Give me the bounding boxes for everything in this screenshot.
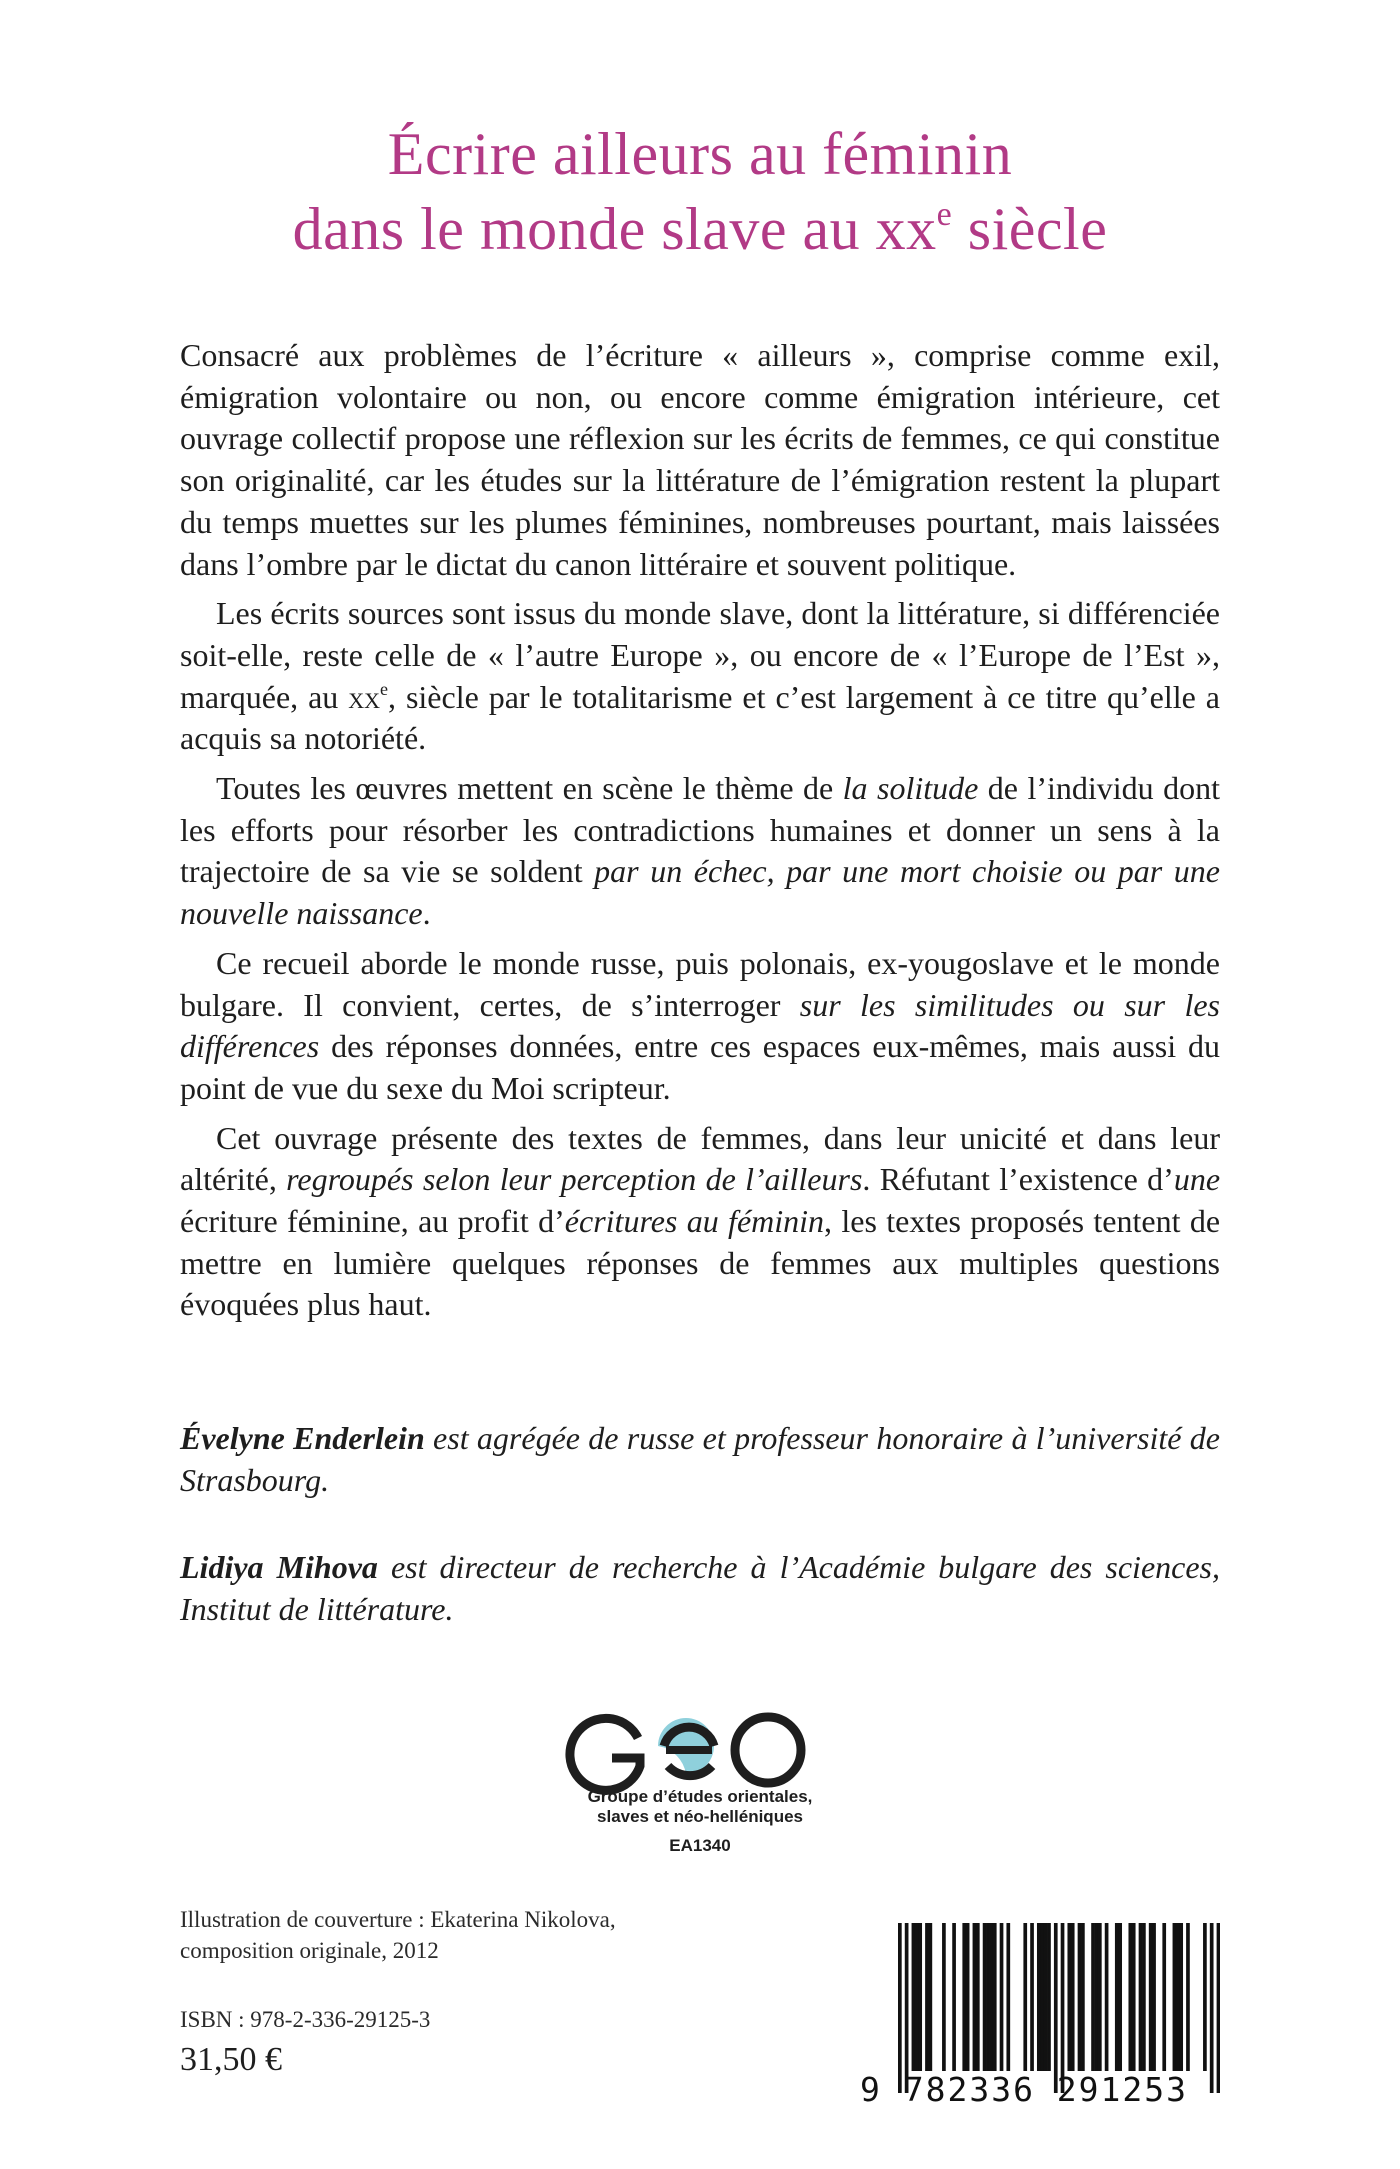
barcode-bar [990, 1923, 994, 2071]
barcode-bar [1095, 1923, 1099, 2071]
paragraph-2-text-a: Les écrits sources sont issus du monde slave, dont la littérature, si différenciée soit-elle, reste celle de « l’autre Europe », ou encore de « l’Europe de l’Est », marquée, au [180, 595, 1220, 715]
barcode-bar [966, 1923, 970, 2071]
title-line-2-main: dans le monde slave au xx [292, 196, 937, 262]
paragraph-3-italic-2: par un échec, par une mort choisie ou par une nouvelle naissance [180, 853, 1221, 932]
barcode-bar [993, 1923, 997, 2071]
paragraph-5-text-a: Cet ouvrage présente des textes de femmes, dans leur unicité et dans leur altérité, [180, 1119, 1220, 1198]
author-bio-text-2: est directeur de recherche à l’Académie bulgare des sciences, Institut de littérature. [180, 1549, 1221, 1627]
barcode-bar [1132, 1923, 1136, 2071]
author-bio-2 [180, 1547, 1220, 1630]
author-name-1: Évelyne Enderlein [180, 1420, 425, 1456]
barcode-bar [976, 1923, 980, 2071]
illustration-credit-line-1: Illustration de couverture : Ekaterina Nikolova, [180, 1907, 616, 1932]
paragraph-3-text-c: . [422, 895, 431, 932]
barcode-bar [1179, 1923, 1183, 2071]
paragraph-3-text-a: Toutes les œuvres mettent en scène le thème de [216, 770, 843, 807]
paragraph-4-italic: sur les similitudes ou sur les différences [180, 986, 1221, 1065]
barcode-bar [1118, 1923, 1122, 2071]
paragraph-5-italic-2: une [1173, 1161, 1221, 1198]
barcode-bar [1037, 1923, 1041, 2071]
geo-logo [560, 1680, 840, 1860]
price: 31,50 € [180, 2041, 282, 2078]
paragraph-4-text-a: Ce recueil aborde le monde russe, puis polonais, ex-yougoslave et le monde bulgare. Il convient, certes, de s’interroger [180, 944, 1220, 1023]
barcode-bar [1149, 1923, 1153, 2071]
paragraph-5 [180, 1118, 1220, 1327]
barcode-bar [1006, 1923, 1010, 2071]
barcode-bar [1142, 1923, 1146, 2071]
paragraph-5-text-d: , les textes proposés tentent de mettre en lumière quelques réponses de femmes aux multiples questions évoquées plus haut. [180, 1203, 1221, 1323]
author-bio-1 [180, 1418, 1220, 1501]
barcode-bar [1047, 1923, 1051, 2071]
description [180, 335, 1220, 1334]
barcode-bar [1067, 1923, 1071, 2071]
barcode-bar [1000, 1923, 1004, 2071]
paragraph-3 [180, 768, 1220, 935]
paragraph-2 [180, 593, 1220, 760]
barcode-bar [1203, 1923, 1207, 2071]
title-line-2 [0, 193, 1400, 265]
barcode-bar [983, 1923, 987, 2071]
century-smallcaps: xx [348, 678, 381, 715]
logo-caption-line-2: slaves et néo-helléniques [597, 1807, 803, 1826]
barcode-bar [1217, 1923, 1220, 2093]
barcode-bar [1078, 1923, 1082, 2071]
paragraph-2-text-b: , siècle par le totalitarisme et c’est largement à ce titre qu’elle a acquis sa notoriété. [180, 678, 1221, 757]
paragraph-4-text-b: des réponses données, entre ces espaces eux-mêmes, mais aussi du point de vue du sexe du Moi scripteur. [180, 1028, 1220, 1106]
barcode-bar [1061, 1923, 1065, 2093]
barcode-bar [1081, 1923, 1085, 2071]
barcode-bar [915, 1923, 919, 2071]
barcode-bar [929, 1923, 933, 2071]
barcode-bar [1044, 1923, 1048, 2071]
author-bio-text-1: est agrégée de russe et professeur honoraire à l’université de Strasbourg. [180, 1420, 1220, 1498]
barcode-bar [1030, 1923, 1034, 2071]
paragraph-3-italic-1: la solitude [842, 770, 979, 807]
title-line-1: Écrire ailleurs au féminin [387, 121, 1013, 187]
barcode-bar [973, 1923, 977, 2071]
barcode-bar [1023, 1923, 1027, 2071]
barcode-bar [912, 1923, 916, 2071]
title-superscript: e [936, 196, 953, 233]
barcode-bar [1071, 1923, 1075, 2071]
author-name-2: Lidiya Mihova [180, 1549, 378, 1585]
barcode-bar [1115, 1923, 1119, 2071]
barcode-bar [1098, 1923, 1102, 2071]
barcode-bar [1128, 1923, 1132, 2071]
paragraph-5-text-b: . Réfutant l’existence d’ [862, 1161, 1174, 1198]
paragraph-5-text-c: écriture féminine, au profit d’ [180, 1203, 565, 1240]
paragraph-1 [180, 335, 1220, 585]
paragraph-3-text-b: de l’individu dont les efforts pour résorber les contradictions humaines et donner un sens à la trajectoire de sa vie se soldent [180, 770, 1221, 890]
barcode-bar [952, 1923, 956, 2071]
paragraph-5-italic-1: regroupés selon leur perception de l’ailleurs [286, 1161, 863, 1198]
logo-code: EA1340 [669, 1836, 731, 1855]
paragraph-4 [180, 943, 1220, 1110]
barcode-bar [1162, 1923, 1166, 2071]
barcode-bar [918, 1923, 922, 2071]
barcode-bar [962, 1923, 966, 2071]
isbn: ISBN : 978-2-336-29125-3 [180, 2007, 431, 2032]
barcode-bar [1105, 1923, 1109, 2071]
barcode-digits: 9 782336 291253 [860, 2070, 1189, 2109]
barcode-bar [986, 1923, 990, 2071]
paragraph-1-text: Consacré aux problèmes de l’écriture « ailleurs », comprise comme exil, émigration volontaire ou non, ou encore comme émigration intérieure, cet ouvrage collectif propose une réflexion sur les écrits de femmes, ce qui constitue son originalité, car les études sur la littérature de l’émigration restent la plupart du temps muettes sur les plumes féminines, nombreuses pourtant, mais laissées dans l’ombre par le dictat du canon littéraire et souvent politique. [180, 337, 1220, 582]
logo-caption-line-1: Groupe d’études orientales, [587, 1787, 813, 1806]
barcode-bar [1040, 1923, 1044, 2071]
barcode-bar [1091, 1923, 1095, 2071]
barcode-bar [898, 1923, 902, 2093]
barcode-bar [1139, 1923, 1143, 2071]
barcode-bar [1186, 1923, 1190, 2071]
title-line-2-end: siècle [952, 196, 1108, 262]
century-superscript: e [380, 678, 389, 699]
barcode-bar [905, 1923, 909, 2093]
barcode-bar [925, 1923, 929, 2071]
paragraph-5-italic-3: écritures au féminin [564, 1203, 825, 1240]
barcode-bar [1173, 1923, 1177, 2071]
barcode [898, 1923, 1220, 2093]
barcode-bar [1152, 1923, 1156, 2071]
barcode-bar [1176, 1923, 1180, 2071]
barcode-bar [1210, 1923, 1214, 2093]
barcode-bar [942, 1923, 946, 2071]
barcode-bar [1054, 1923, 1058, 2093]
illustration-credit-line-2: composition originale, 2012 [180, 1938, 439, 1963]
